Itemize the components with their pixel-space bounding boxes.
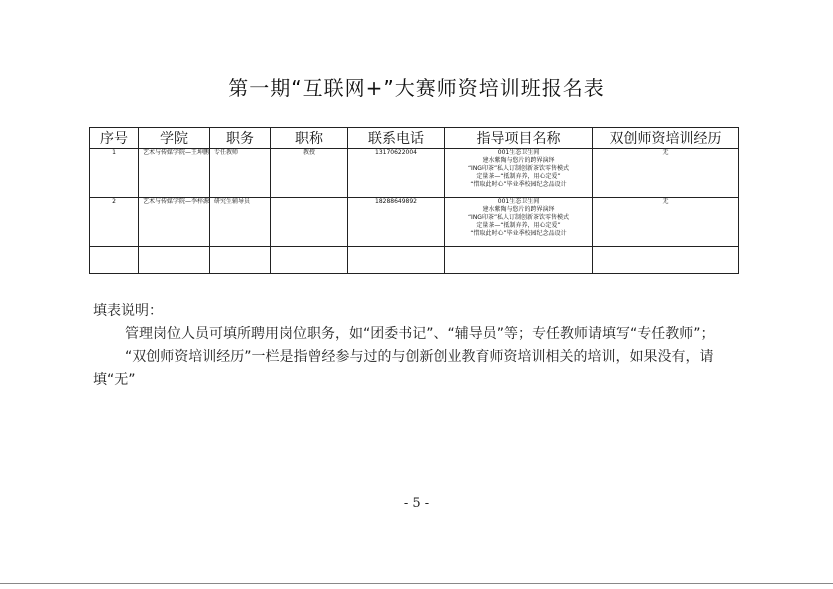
project-line: “ING印茶”私人订制创新茶饮零售模式	[467, 165, 570, 172]
header-experience: 双创师资培训经历	[593, 128, 739, 149]
cell-empty	[139, 247, 210, 274]
project-line: 定量茶—“抵制弃养，用心定爱”	[476, 222, 561, 229]
cell-empty	[593, 247, 739, 274]
project-line: 建水紫陶与悠片的跨界演绎	[482, 157, 555, 164]
cell-position: 研究生辅导员	[210, 198, 271, 247]
cell-empty	[271, 247, 348, 274]
cell-phone: 13170622004	[348, 149, 445, 198]
cell-position: 专任教师	[210, 149, 271, 198]
project-line: “ING印茶”私人订制创新茶饮零售模式	[467, 214, 570, 221]
cell-empty	[210, 247, 271, 274]
page-number: - 5 -	[403, 496, 430, 511]
notes-heading: 填表说明：	[93, 303, 163, 319]
cell-no: 2	[90, 198, 139, 247]
header-title: 职称	[271, 128, 348, 149]
cell-college: 艺术与传媒学院—王坤鹏	[139, 149, 210, 198]
project-line: 001生态卫生间	[497, 149, 540, 156]
form-title: 第一期“互联网+”大赛师资培训班报名表	[228, 76, 605, 100]
table-row	[90, 198, 739, 247]
header-phone: 联系电话	[348, 128, 445, 149]
project-line: “惜取此时心”毕业季校园纪念品设计	[470, 230, 567, 237]
cell-college: 艺术与传媒学院—李梓源	[139, 198, 210, 247]
header-no: 序号	[90, 128, 139, 149]
project-line: “惜取此时心”毕业季校园纪念品设计	[470, 181, 567, 188]
project-line: 建水紫陶与悠片的跨界演绎	[482, 206, 555, 213]
cell-no: 1	[90, 149, 139, 198]
project-line: 定量茶—“抵制弃养，用心定爱”	[476, 173, 561, 180]
cell-projects	[445, 198, 593, 247]
registration-table	[89, 127, 739, 274]
cell-empty	[348, 247, 445, 274]
header-projects: 指导项目名称	[445, 128, 593, 149]
cell-experience: 无	[593, 149, 739, 198]
page-bottom-divider	[0, 583, 833, 584]
header-college: 学院	[139, 128, 210, 149]
table-header-row	[90, 128, 739, 149]
cell-empty	[90, 247, 139, 274]
table-row	[90, 149, 739, 198]
header-position: 职务	[210, 128, 271, 149]
cell-experience: 无	[593, 198, 739, 247]
notes-paragraph-2: “双创师资培训经历”一栏是指曾经参与过的与创新创业教育师资培训相关的培训，如果没有，请填“无”	[93, 349, 714, 388]
table-row-empty	[90, 247, 739, 274]
cell-projects	[445, 149, 593, 198]
notes-paragraph-1: 管理岗位人员可填所聘用岗位职务，如“团委书记”、“辅导员”等；专任教师请填写“专任教师”；	[125, 326, 715, 342]
cell-empty	[445, 247, 593, 274]
form-notes	[93, 300, 753, 392]
cell-title	[271, 198, 348, 247]
cell-title: 教授	[271, 149, 348, 198]
cell-phone: 18288649892	[348, 198, 445, 247]
project-line: 001生态卫生间	[497, 198, 540, 205]
